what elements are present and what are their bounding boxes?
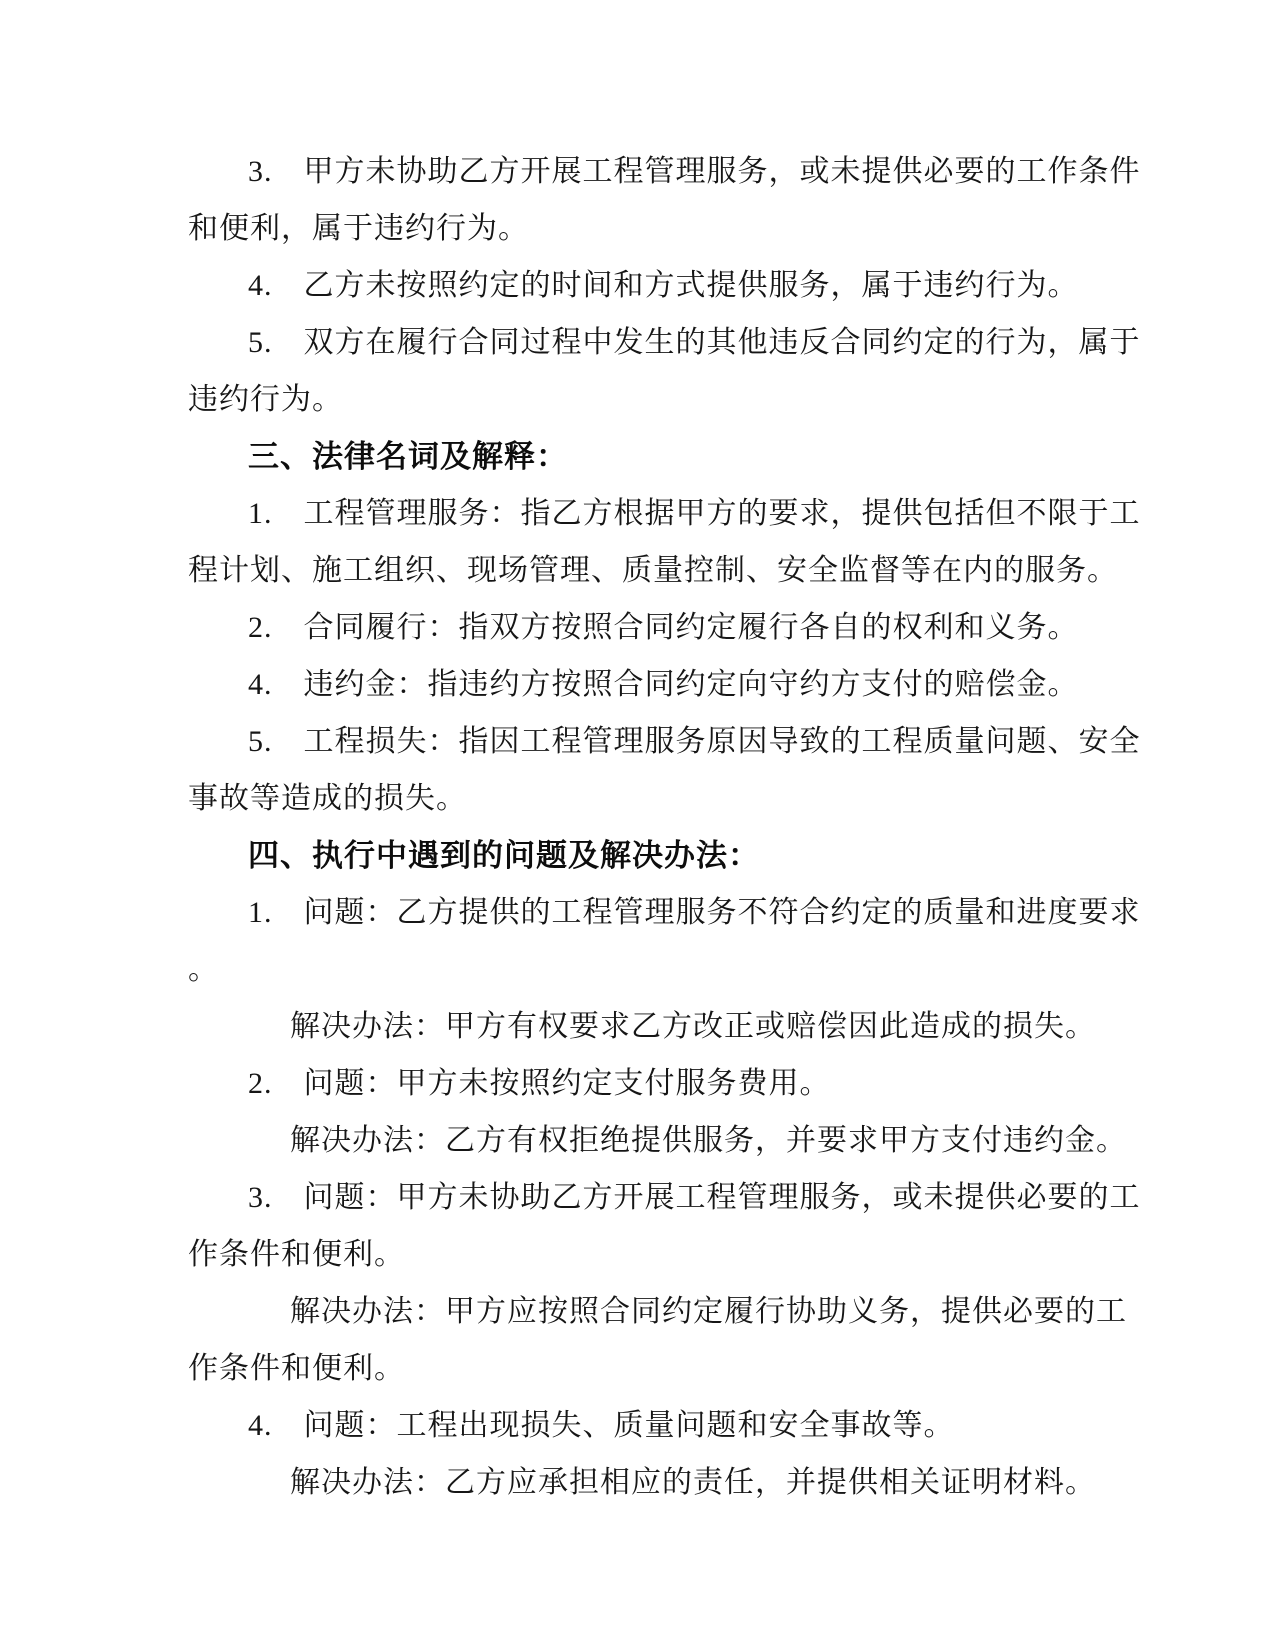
doc-line: 。 <box>188 953 219 986</box>
doc-line-solution: 解决办法：甲方应按照合同约定履行协助义务，提供必要的工 <box>290 1295 1127 1328</box>
doc-line: 作条件和便利。 <box>188 1238 405 1271</box>
doc-line: 2. 问题：甲方未按照约定支付服务费用。 <box>248 1067 831 1100</box>
doc-line: 5. 工程损失：指因工程管理服务原因导致的工程质量问题、安全 <box>248 725 1141 758</box>
doc-line: 3. 问题：甲方未协助乙方开展工程管理服务，或未提供必要的工 <box>248 1181 1141 1214</box>
doc-line: 2. 合同履行：指双方按照合同约定履行各自的权利和义务。 <box>248 611 1079 644</box>
section-3-heading: 三、法律名词及解释： <box>248 439 568 474</box>
doc-line: 程计划、施工组织、现场管理、质量控制、安全监督等在内的服务。 <box>188 554 1118 587</box>
doc-line-solution: 解决办法：乙方应承担相应的责任，并提供相关证明材料。 <box>290 1466 1096 1499</box>
document-text-block <box>188 143 1141 1511</box>
doc-line: 3. 甲方未协助乙方开展工程管理服务，或未提供必要的工作条件 <box>248 155 1141 188</box>
doc-line: 5. 双方在履行合同过程中发生的其他违反合同约定的行为，属于 <box>248 326 1141 359</box>
doc-line: 事故等造成的损失。 <box>188 782 467 815</box>
doc-line-solution: 解决办法：甲方有权要求乙方改正或赔偿因此造成的损失。 <box>290 1010 1096 1043</box>
doc-line: 4. 违约金：指违约方按照合同约定向守约方支付的赔偿金。 <box>248 668 1079 701</box>
doc-line: 4. 问题：工程出现损失、质量问题和安全事故等。 <box>248 1409 955 1442</box>
doc-line: 和便利，属于违约行为。 <box>188 212 529 245</box>
doc-line: 违约行为。 <box>188 383 343 416</box>
doc-line: 1. 问题：乙方提供的工程管理服务不符合约定的质量和进度要求 <box>248 896 1141 929</box>
doc-line: 作条件和便利。 <box>188 1352 405 1385</box>
section-4-heading: 四、执行中遇到的问题及解决办法： <box>248 838 760 873</box>
doc-line-solution: 解决办法：乙方有权拒绝提供服务，并要求甲方支付违约金。 <box>290 1124 1127 1157</box>
doc-line: 1. 工程管理服务：指乙方根据甲方的要求，提供包括但不限于工 <box>248 497 1141 530</box>
doc-line: 4. 乙方未按照约定的时间和方式提供服务，属于违约行为。 <box>248 269 1079 302</box>
